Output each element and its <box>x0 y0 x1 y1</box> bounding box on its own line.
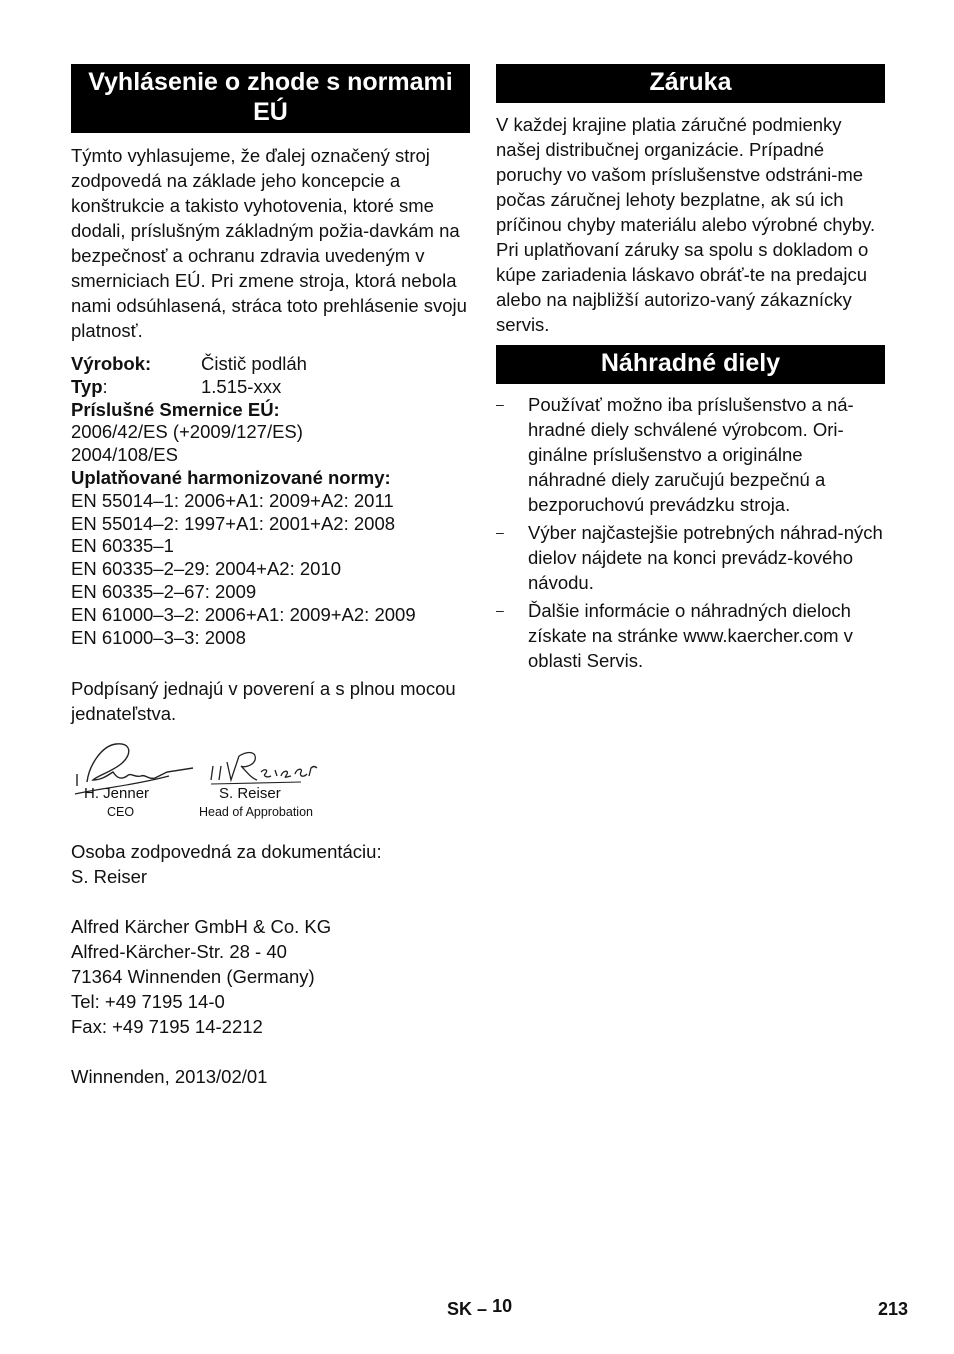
eu-declaration-heading: Vyhlásenie o zhode s normami EÚ <box>71 64 470 133</box>
norm-item: EN 60335–2–67: 2009 <box>71 580 257 602</box>
directives-label: Príslušné Smernice EÚ: <box>71 398 280 420</box>
place-date: Winnenden, 2013/02/01 <box>71 1066 268 1088</box>
address-line: Tel: +49 7195 14-0 <box>71 991 225 1013</box>
doc-responsible-label: Osoba zodpovedná za dokumentáciu: <box>71 841 382 863</box>
list-item <box>496 520 885 595</box>
norm-item: EN 55014–1: 2006+A1: 2009+A2: 2011 <box>71 489 394 511</box>
type-label: Typ <box>71 375 103 397</box>
footer-dash: – <box>477 1299 488 1319</box>
signatures <box>71 736 470 826</box>
address-line: Alfred-Kärcher-Str. 28 - 40 <box>71 941 287 963</box>
footer-section <box>447 1296 513 1320</box>
company-address <box>71 914 470 1039</box>
address-line: 71364 Winnenden (Germany) <box>71 966 315 988</box>
norm-item: EN 60335–1 <box>71 535 174 557</box>
directive-item: 2006/42/ES (+2009/127/ES) <box>71 421 303 443</box>
address-line: Fax: +49 7195 14-2212 <box>71 1016 263 1038</box>
page-number: 213 <box>878 1299 909 1319</box>
right-column <box>496 64 885 676</box>
type-row <box>71 376 470 399</box>
list-item-text: Ďalšie informácie o náhradných dieloch získate na stránke www.kaercher.com v oblasti Servis. <box>528 600 853 671</box>
norm-item: EN 61000–3–3: 2008 <box>71 626 246 648</box>
dash-bullet-icon: – <box>496 602 504 618</box>
warranty-heading: Záruka <box>496 64 885 103</box>
doc-responsible-name: S. Reiser <box>71 866 148 888</box>
signed-statement: Podpísaný jednajú v poverení a s plnou mocou jednateľstva. <box>71 678 456 725</box>
address-line: Alfred Kärcher GmbH & Co. KG <box>71 916 332 938</box>
signer-reiser-role: Head of Approbation <box>199 805 313 820</box>
product-value: Čistič podláh <box>201 353 307 374</box>
list-item <box>496 598 885 673</box>
norms-label: Uplatňované harmonizované normy: <box>71 466 391 488</box>
norm-item: EN 61000–3–2: 2006+A1: 2009+A2: 2009 <box>71 603 416 625</box>
norm-item: EN 60335–2–29: 2004+A2: 2010 <box>71 558 342 580</box>
list-item-text: Používať možno iba príslušenstvo a ná-hradné diely schválené výrobcom. Ori-ginálne príslušenstvo a originálne náhradné diely zaručujú bezpečnú a bezporuchovú prevádzku stroja. <box>528 394 854 515</box>
type-value: 1.515-xxx <box>201 375 282 397</box>
signer-reiser-name: S. Reiser <box>219 785 281 803</box>
footer-section-page: 10 <box>492 1296 513 1316</box>
warranty-text: V každej krajine platia záručné podmienky našej distribučnej organizácie. Prípadné poruchy vo vašom príslušenstve odstráni-me počas záručnej lehoty bezplatne, ak sú ich príčinou chyby materiálu alebo výrobné chyby. Pri uplatňovaní záruky sa spolu s dokladom o kúpe zariadenia láskavo obráť-te na predajcu alebo na najbližší autorizo-vaný zákaznícky servis. <box>496 114 876 335</box>
dash-bullet-icon: – <box>496 524 504 540</box>
spare-parts-list <box>496 392 885 673</box>
dash-bullet-icon: – <box>496 396 504 412</box>
left-column <box>71 64 470 1089</box>
product-row <box>71 353 470 376</box>
norm-item: EN 55014–2: 1997+A1: 2001+A2: 2008 <box>71 512 396 534</box>
directive-item: 2004/108/ES <box>71 444 178 466</box>
type-colon: : <box>102 375 108 397</box>
signer-jenner-name: H. Jenner <box>84 785 150 803</box>
declaration-intro: Týmto vyhlasujeme, že ďalej označený stroj zodpovedá na základe jeho koncepcie a konštrukcie a takisto vyhotovenia, ktoré sme dodali, príslušným základným požia-davkám na bezpečnosť a ochranu zdravia uvedeným v smerniciach EÚ. Pri zmene stroja, ktorá nebola nami odsúhlasená, stráca toto prehlásenie svoju platnosť. <box>71 145 467 341</box>
footer-language: SK <box>447 1299 473 1319</box>
list-item <box>496 392 885 517</box>
spec-block <box>71 353 470 649</box>
list-item-text: Výber najčastejšie potrebných náhrad-ných dielov nájdete na konci prevádz-kového návodu. <box>528 522 883 593</box>
spare-parts-heading: Náhradné diely <box>496 345 885 384</box>
signer-jenner-role: CEO <box>107 805 135 820</box>
product-label: Výrobok: <box>71 353 152 374</box>
